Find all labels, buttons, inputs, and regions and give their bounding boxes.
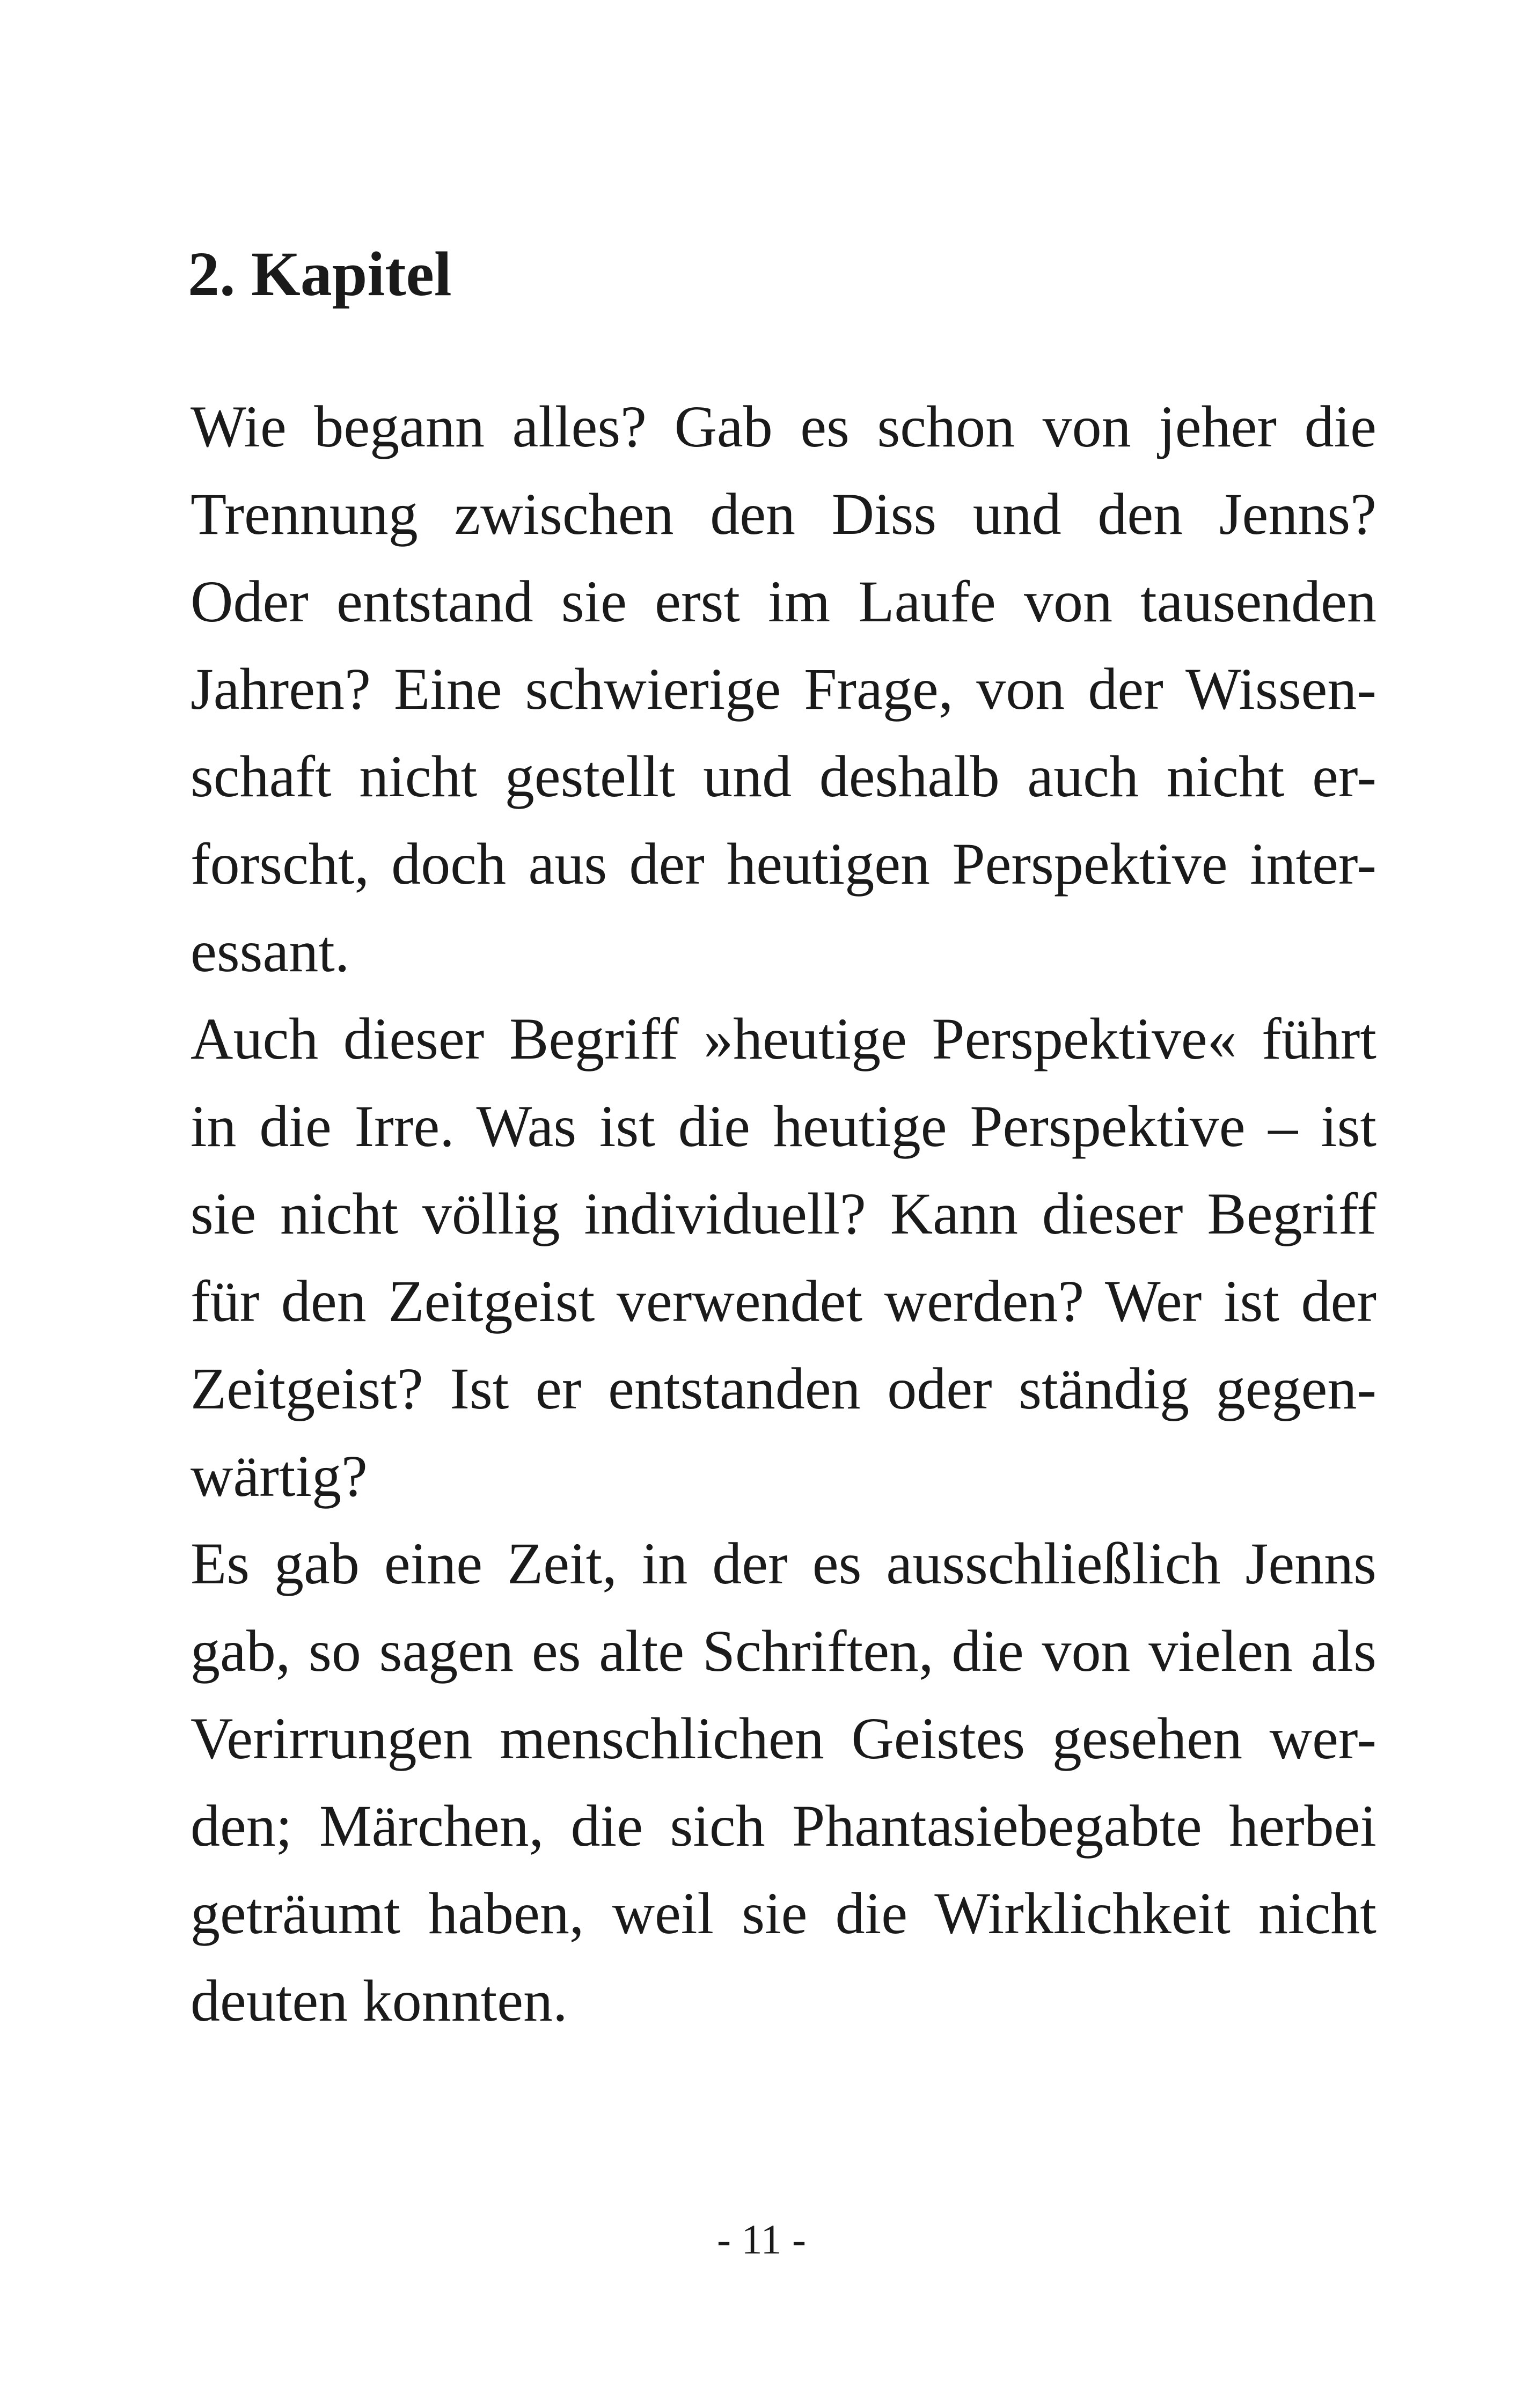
body-line: Es gab eine Zeit, in der es ausschließlich Jenns	[191, 1531, 1376, 1596]
body-line: essant.	[191, 919, 350, 984]
body-line: in die Irre. Was ist die heutige Perspektive – ist	[191, 1093, 1376, 1159]
body-line: forscht, doch aus der heutigen Perspektive inter-	[191, 831, 1376, 897]
body-line: Verirrungen menschlichen Geistes gesehen wer-	[191, 1706, 1376, 1771]
body-line: für den Zeitgeist verwendet werden? Wer ist der	[191, 1268, 1376, 1334]
body-line: schaft nicht gestellt und deshalb auch nicht er-	[191, 744, 1376, 809]
body-line: Wie begann alles? Gab es schon von jeher die	[191, 394, 1376, 459]
body-line: Auch dieser Begriff »heutige Perspektive« führt	[191, 1006, 1376, 1071]
chapter-title: 2. Kapitel	[188, 239, 452, 309]
body-line: deuten konnten.	[191, 1968, 568, 2033]
body-line: den; Märchen, die sich Phantasiebegabte herbei	[191, 1793, 1376, 1859]
body-line: sie nicht völlig individuell? Kann dieser Begriff	[191, 1181, 1376, 1246]
body-line: Jahren? Eine schwierige Frage, von der Wissen-	[191, 656, 1376, 722]
body-line: Trennung zwischen den Diss und den Jenns?	[191, 481, 1376, 547]
page-number: - 11 -	[716, 2216, 807, 2263]
body-line: gab, so sagen es alte Schriften, die von vielen als	[191, 1618, 1376, 1684]
body-line: wärtig?	[191, 1443, 368, 1509]
body-line: geträumt haben, weil sie die Wirklichkeit nicht	[191, 1881, 1376, 1946]
body-line: Oder entstand sie erst im Laufe von tausenden	[191, 569, 1376, 634]
body-line: Zeitgeist? Ist er entstanden oder ständig gegen-	[191, 1356, 1376, 1421]
